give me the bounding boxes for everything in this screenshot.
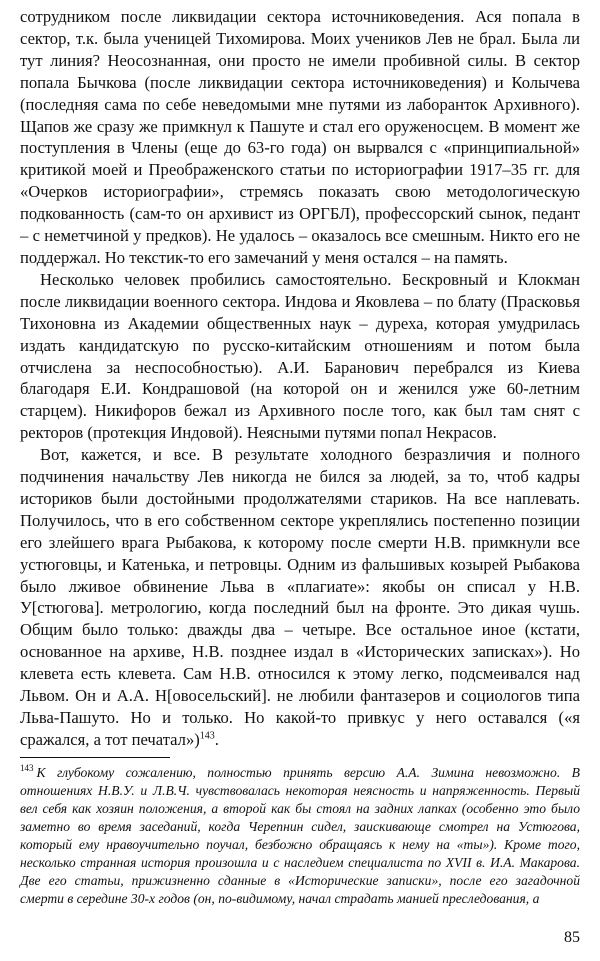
footnote-number: 143 — [20, 763, 34, 774]
paragraph-3 — [20, 444, 580, 751]
footnote-reference: 143 — [199, 730, 215, 742]
main-text — [20, 6, 580, 751]
footnote-separator — [20, 757, 170, 758]
paragraph-3-text: Вот, кажется, и все. В результате холодного безразличия и полного подчинения начальству Лев никогда не бился за людей, за то, чтоб кадры историков были достойными продолжателями стариков. На все наплевать. Получилось, что в его собственном секторе укреплялись постепенно позиции его злейшего врага Рыбакова, к которому после смерти Н.В. примкнули все устюговцы, и Катенька, и петровцы. Одним из фальшивых козырей Рыбакова было лживое обвинение Льва в «плагиате»: якобы он списал у Н.В. У[стюгова]. метрологию, когда последний был на фронте. Это дикая чушь. Общим было только: дважды два – четыре. Все остальное иное (кстати, основанное на архиве, Н.В. позднее издал в «Исторических записках»). Но клевета есть клевета. Сам Н.В. относился к этому легко, подсмеивался над Львом. Он и А.А. Н[овосельский]. не любили фантазеров и социологов типа Льва-Пашуто. Но и только. Но какой-то привкус у него оставался («я сражался, а тот печатал») — [20, 445, 580, 749]
paragraph-3-end: . — [214, 729, 219, 749]
paragraph-2: Несколько человек пробились самостоятельно. Бескровный и Клокман после ликвидации военного сектора. Индова и Яковлева – по блату (Прасковья Тихоновна из Академии общественных наук – дуреха, которая умудрилась издать кандидатскую по русско-китайским отношениям и потом была отчислена за неспособностью). А.И. Баранович перебрался из Киева благодаря Е.И. Кондрашовой (на которой он и женился уже 60-летним старцем). Никифоров бежал из Архивного после того, как был там снят с ректоров (протекция Индовой). Неясными путями попал Некрасов. — [20, 269, 580, 443]
footnote — [20, 764, 580, 909]
paragraph-1: сотрудником после ликвидации сектора источниковедения. Ася попала в сектор, т.к. была ученицей Тихомирова. Моих учеников Лев не брал. Была ли тут линия? Неосознанная, они просто не имели пробивной силы. В сектор попала Бычкова (после ликвидации сектора источниковедения) и Колычева (последняя сама по себе неведомыми мне путями из лаборанток Архивного). Щапов же сразу же примкнул к Пашуте и стал его оруженосцем. В момент же поступления в Члены (еще до 63-го года) он вырвался с «принципиальной» критикой моей и Преображенского статьи по историографии 1917–35 гг. для «Очерков историографии», стремясь показать свою методологическую подкованность (сам-то он архивист из ОРГБЛ), профессорский сынок, педант – с неметчиной у предков). Не удалось – оказалось все смешным. Никто его не поддержал. Но текстик-то его замечаний у меня остался – на память. — [20, 7, 580, 267]
footnote-text: К глубокому сожалению, полностью принять версию А.А. Зимина невозможно. В отношениях Н.В.У. и Л.В.Ч. чувствовалась некоторая неясность и напряженность. Первый вел себя как хозяин положения, а второй как бы стоял на задних лапках (особенно это было заметно во время заседаний, когда Черепнин сидел, заискивающе смотрел на Устюгова, который ему нравоучительно поучал, безбожно обращаясь к нему на «ты»). Кроме того, несколько странная история произошла и с наследием специалиста по XVII в. И.А. Макарова. Две его статьи, прижизненно сданные в «Исторические записки», после его загадочной смерти в середине 30-х годов (он, по-видимому, начал страдать манией преследования, а — [20, 764, 580, 907]
page-number: 85 — [564, 929, 580, 946]
